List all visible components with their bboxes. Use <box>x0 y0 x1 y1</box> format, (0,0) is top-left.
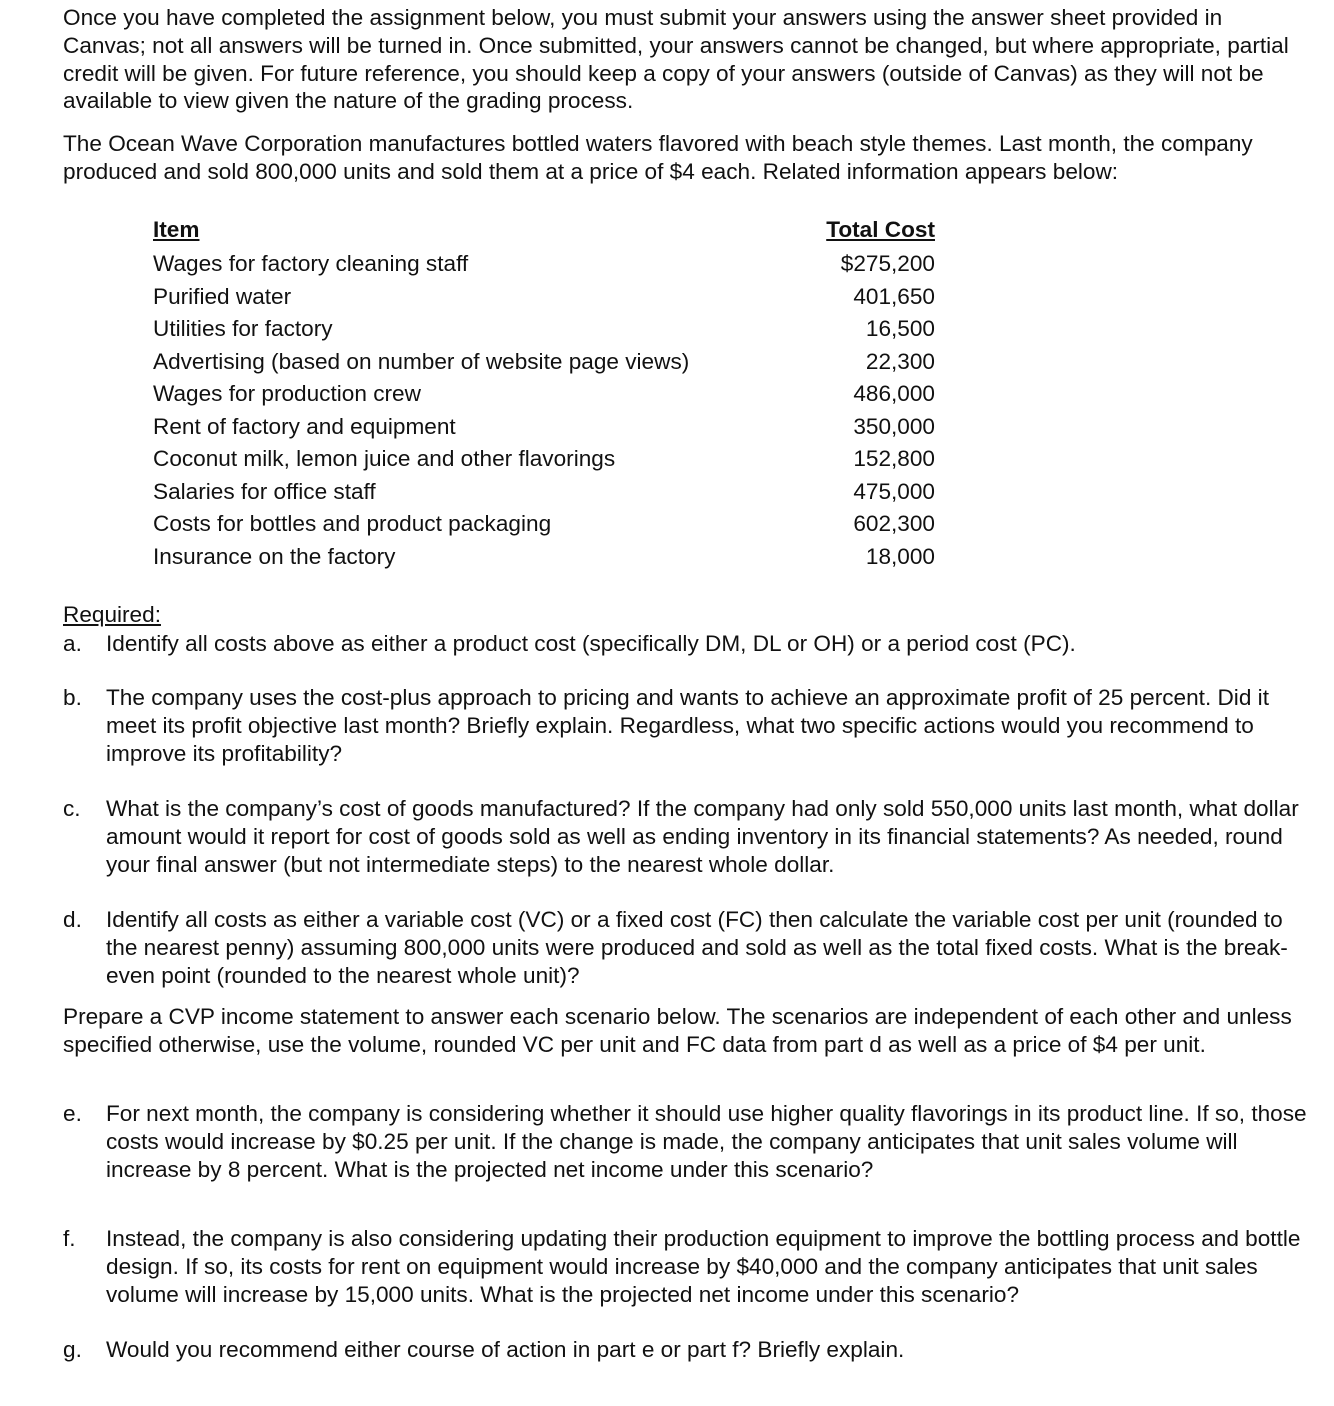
item-column-header: Item <box>153 217 200 242</box>
cost-amount: 18,000 <box>865 543 935 569</box>
table-row <box>153 248 935 281</box>
cost-item-label: Coconut milk, lemon juice and other flavorings <box>153 446 616 471</box>
question-text: Instead, the company is also considering updating their production equipment to improve the bottling process and bottle design. If so, its costs for rent on equipment would increase by $40,000 and the company anticipates that unit sales volume will increase by 15,000 units. What is the projected net income under this scenario? <box>106 1226 1301 1307</box>
question-letter: b. <box>63 685 82 710</box>
cost-item-label: Rent of factory and equipment <box>153 413 456 439</box>
cost-item-label: Wages for production crew <box>153 381 421 406</box>
question-g <box>63 1336 1311 1364</box>
cost-item-label: Costs for bottles and product packaging <box>153 511 552 536</box>
question-b <box>63 684 1311 767</box>
cost-item-label: Utilities for factory <box>153 316 333 341</box>
table-row <box>153 313 935 346</box>
cost-amount: 602,300 <box>853 511 935 536</box>
question-text: Identify all costs above as either a product cost (specifically DM, DL or OH) or a period cost (PC). <box>106 631 1076 656</box>
question-letter: f. <box>63 1226 76 1251</box>
cost-item-label: Advertising (based on number of website page views) <box>153 348 690 374</box>
question-letter: a. <box>63 631 82 656</box>
cost-amount: 350,000 <box>853 413 935 439</box>
cost-item-label: Wages for factory cleaning staff <box>153 251 469 276</box>
question-text: Would you recommend either course of action in part e or part f? Briefly explain. <box>106 1337 905 1362</box>
table-row <box>153 411 935 444</box>
question-letter: d. <box>63 907 82 932</box>
question-text: The company uses the cost-plus approach to pricing and wants to achieve an approximate profit of 25 percent. Did it meet its profit objective last month? Briefly explain. Regardless, what two specific actions would you recommend to improve its profitability? <box>106 685 1269 766</box>
table-row <box>153 346 935 379</box>
table-row <box>153 443 935 476</box>
cost-item-label: Purified water <box>153 283 292 309</box>
cost-amount: 401,650 <box>853 283 935 309</box>
question-a <box>63 630 1311 658</box>
cvp-instructions-paragraph: Prepare a CVP income statement to answer each scenario below. The scenarios are independent of each other and unless specified otherwise, use the volume, rounded VC per unit and FC data from part d as well as a price of $4 per unit. <box>63 1004 1292 1057</box>
cost-item-label: Salaries for office staff <box>153 478 376 504</box>
cost-amount: 475,000 <box>853 478 935 504</box>
question-text: Identify all costs as either a variable cost (VC) or a fixed cost (FC) then calculate the variable cost per unit (rounded to the nearest penny) assuming 800,000 units were produced and sold as well as the total fixed costs. What is the break-even point (rounded to the nearest whole unit)? <box>106 907 1288 988</box>
cost-item-label: Insurance on the factory <box>153 543 396 569</box>
question-e <box>63 1100 1311 1183</box>
table-row <box>153 508 935 541</box>
cost-amount: 152,800 <box>853 446 935 471</box>
cost-amount: $275,200 <box>840 251 935 276</box>
question-letter: g. <box>63 1337 82 1362</box>
table-row <box>153 476 935 509</box>
cost-amount: 16,500 <box>865 316 935 341</box>
total-cost-column-header: Total Cost <box>826 217 935 242</box>
cost-amount: 22,300 <box>865 348 935 374</box>
cost-table <box>153 214 935 573</box>
scenario-paragraph: The Ocean Wave Corporation manufactures bottled waters flavored with beach style themes. Last month, the company produced and sold 800,000 units and sold them at a price of $4 each. Related information appears below: <box>63 131 1253 184</box>
cost-table-header <box>153 214 935 248</box>
cost-amount: 486,000 <box>853 381 935 406</box>
question-letter: e. <box>63 1101 82 1126</box>
table-row <box>153 541 935 574</box>
table-row <box>153 281 935 314</box>
intro-paragraph: Once you have completed the assignment below, you must submit your answers using the answer sheet provided in Canvas; not all answers will be turned in. Once submitted, your answers cannot be changed, but where appropriate, partial credit will be given. For future reference, you should keep a copy of your answers (outside of Canvas) as they will not be available to view given the nature of the grading process. <box>63 5 1289 114</box>
question-c <box>63 795 1311 878</box>
question-text: What is the company’s cost of goods manufactured? If the company had only sold 550,000 units last month, what dollar amount would it report for cost of goods sold as well as ending inventory in its financial statements? As needed, round your final answer (but not intermediate steps) to the nearest whole dollar. <box>106 796 1299 877</box>
question-d <box>63 906 1311 989</box>
question-text: For next month, the company is considering whether it should use higher quality flavorings in its product line. If so, those costs would increase by $0.25 per unit. If the change is made, the company anticipates that unit sales volume will increase by 8 percent. What is the projected net income under this scenario? <box>106 1101 1307 1182</box>
table-row <box>153 378 935 411</box>
required-heading: Required: <box>63 602 161 627</box>
question-f <box>63 1225 1311 1308</box>
question-letter: c. <box>63 796 81 821</box>
